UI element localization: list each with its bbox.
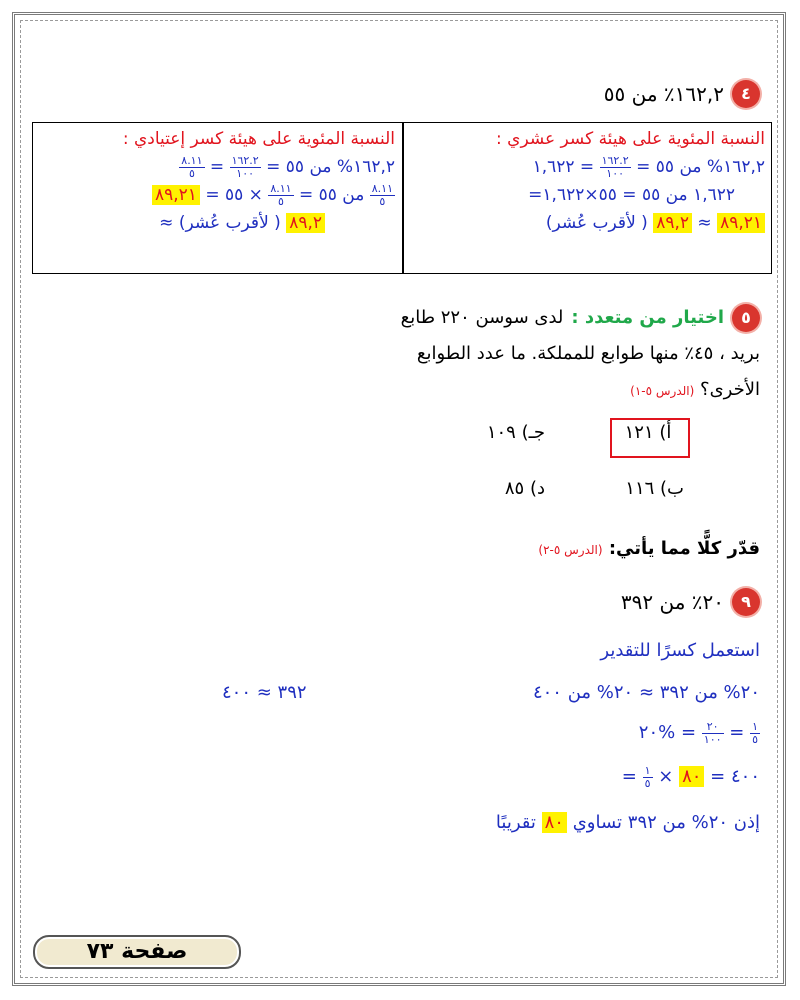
q5-option-b[interactable]: ب) ١١٦ (625, 478, 684, 499)
q4-prompt: ١٦٢,٢٪ من ٥٥ (603, 82, 724, 106)
q5-text1: لدى سوسن ٢٢٠ طابع (400, 307, 564, 328)
q5-label: اختيار من متعدد : (571, 307, 724, 328)
q4-decimal-line2: ١,٦٢٢ من ٥٥ = ٥٥×١,٦٢٢= (528, 185, 735, 205)
q4-prompt-row (604, 80, 760, 108)
q5-block (240, 300, 760, 409)
q9-conclusion-value: ٨٠ (542, 812, 567, 833)
q9-line4: = $\frac{١}{٥}$ × ٤٠٠ = ٨٠ (621, 763, 760, 790)
q4-fraction-rounded: ٨٩,٢ (286, 213, 325, 233)
q9-line2-left: ٣٩٢ ≈ ٤٠٠ (222, 682, 307, 703)
estimate-heading: قدّر كلًّا مما يأتي: (608, 538, 760, 559)
estimate-heading-row (538, 538, 760, 559)
q4-number-badge: ٤ (732, 80, 760, 108)
q4-decimal-cell (407, 125, 765, 237)
q9-prompt: ٢٠٪ من ٣٩٢ (620, 590, 724, 614)
q5-option-c[interactable]: جـ) ١٠٩ (486, 422, 545, 443)
q4-fraction-line2: $\frac{٨.١١}{٥}$ من ٥٥ = $\frac{٨.١١}{٥}$ × ٥٥ = ٨٩,٢١ (39, 181, 395, 209)
q9-line3: ٢٠% = $\frac{٢٠}{١٠٠}$ = $\frac{١}{٥}$ (638, 719, 758, 746)
q9-number-badge: ٩ (732, 588, 760, 616)
q4-fraction-result: ٨٩,٢١ (152, 185, 200, 205)
q4-decimal-line1: ١٦٢,٢% من ٥٥ = $\frac{١٦٢.٢}{١٠٠}$ = ١,٦٢٢ (532, 153, 765, 180)
q9-line2-right: ٢٠% من ٣٩٢ ≈ ٢٠% من ٤٠٠ (532, 682, 760, 703)
q5-option-d[interactable]: د) ٨٥ (504, 478, 545, 499)
q9-conclusion: إذن ٢٠% من ٣٩٢ تساوي ٨٠ تقريبًا (495, 812, 760, 833)
q4-decimal-rounded: ٨٩,٢ (653, 213, 692, 233)
estimate-lesson-ref: (الدرس ٥-٢) (538, 543, 603, 557)
q4-solution-table (32, 122, 772, 274)
q9-prompt-row (621, 588, 760, 616)
table-divider (402, 123, 404, 273)
q5-text2: بريد ، ٤٥٪ منها طوابع للمملكة. ما عدد الطوابع (416, 343, 760, 364)
q5-option-a[interactable]: أ) ١٢١ (624, 422, 672, 443)
q4-fraction-line1: ١٦٢,٢% من ٥٥ = $\frac{١٦٢.٢}{١٠٠}$ = $\frac{٨.١١}{٥}$ (181, 153, 395, 180)
q5-number-badge: ٥ (732, 304, 760, 332)
q9-line1: استعمل كسرًا للتقدير (600, 640, 760, 661)
q4-fraction-header: النسبة المئوية على هيئة كسر إعتيادي : (122, 129, 395, 149)
q4-decimal-header: النسبة المئوية على هيئة كسر عشري : (496, 129, 765, 149)
q4-fraction-line3: ٨٩,٢ ( لأقرب عُشر) ≈ (39, 209, 395, 237)
q5-lesson-ref: (الدرس ٥-١) (630, 384, 695, 398)
q4-decimal-result: ٨٩,٢١ (717, 213, 765, 233)
q4-decimal-line3: ٨٩,٢١ ≈ ٨٩,٢ ( لأقرب عُشر) (407, 209, 765, 237)
q4-fraction-cell (39, 125, 395, 237)
q5-line1 (240, 300, 760, 336)
q9-result: ٨٠ (679, 766, 704, 787)
page-number-label: صفحة ٧٣ (33, 935, 241, 969)
q5-line3: الأخرى؟ (الدرس ٥-١) (630, 379, 760, 400)
